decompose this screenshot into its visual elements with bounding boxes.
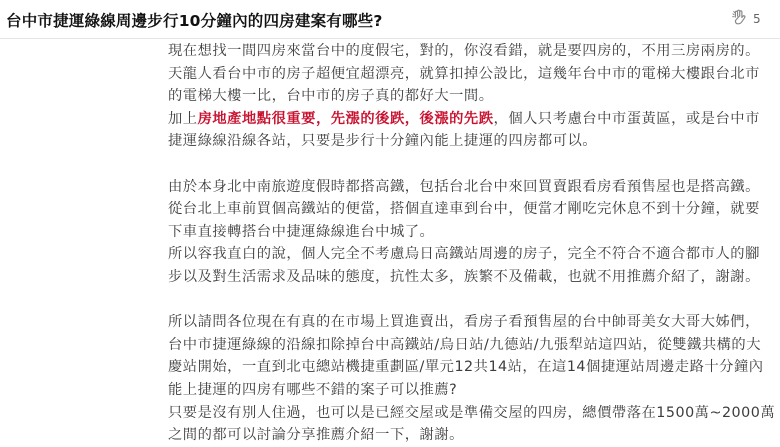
content-line-highlight — [168, 108, 780, 131]
content-line: 由於本身北中南旅遊度假時都搭高鐵，包括台北台中來回買賣跟看房看預售屋也是搭高鐵。 — [168, 178, 760, 195]
content-line: 天龍人看台中市的房子超便宜超漂亮，就算扣掉公設比，這幾年台中市的電梯大樓跟台北市 — [168, 65, 760, 82]
highlighted-text: 房地產地點很重要，先漲的後跌，後漲的先跌 — [197, 110, 494, 127]
content-line: 所以請問各位現在有真的在市場上買進賣出，看房子看預售屋的台中帥哥美女大哥大姊們， — [168, 314, 760, 331]
text-segment: ，個人只考慮台中市蛋黃區，或是台中市 — [493, 110, 760, 127]
content-line: 能上捷運的四房有哪些不錯的案子可以推薦? — [168, 381, 458, 398]
content-line: 的電梯大樓一比，台中市的房子真的都好大一間。 — [168, 88, 494, 105]
text-segment: 加上 — [168, 110, 198, 127]
content-line: 所以容我直白的說，個人完全不考慮烏日高鐵站周邊的房子，完全不符合不適合都市人的腳 — [168, 246, 760, 263]
content-line: 台中市捷運綠線的沿線扣除掉台中高鐵站/烏日站/九德站/九張犁站這四站，從雙鐵共構的大 — [168, 336, 762, 353]
clap-button[interactable] — [730, 8, 774, 30]
content-line: 只要是沒有別人住過，也可以是已經交屋或是準備交屋的四房，總價帶落在1500萬~2000萬 — [168, 404, 776, 421]
paragraph-gap — [168, 289, 780, 312]
content-line: 捷運綠線沿線各站，只要是步行十分鐘內能上捷運的四房都可以。 — [168, 133, 598, 150]
clap-hands-icon — [730, 8, 748, 30]
content-line: 現在想找一間四房來當台中的度假宅，對的，你沒看錯，就是要四房的，不用三房兩房的。 — [168, 43, 760, 59]
post-title: 台中市捷運綠線周邊步行10分鐘內的四房建案有哪些? — [6, 12, 383, 30]
content-line: 慶站開始，一直到北屯總站機捷重劃區/單元12共14站，在這14個捷運站周邊走路十分鐘內 — [168, 359, 764, 376]
post-header — [0, 0, 780, 39]
paragraph-gap — [168, 153, 780, 176]
content-line: 之間的都可以討論分享推薦介紹一下，謝謝。 — [168, 427, 464, 444]
content-line: 從台北上車前買個高鐵站的便當，搭個直達車到台中，便當才剛吃完休息不到十分鐘，就要 — [168, 201, 760, 218]
post-body — [168, 40, 780, 447]
content-line: 步以及對生活需求及品味的態度，抗性太多，族繁不及備載，也就不用推薦介紹了，謝謝。 — [168, 268, 760, 285]
content-line: 下車直接轉搭台中捷運綠線進台中城了。 — [168, 223, 435, 240]
clap-count: 5 — [753, 12, 761, 26]
